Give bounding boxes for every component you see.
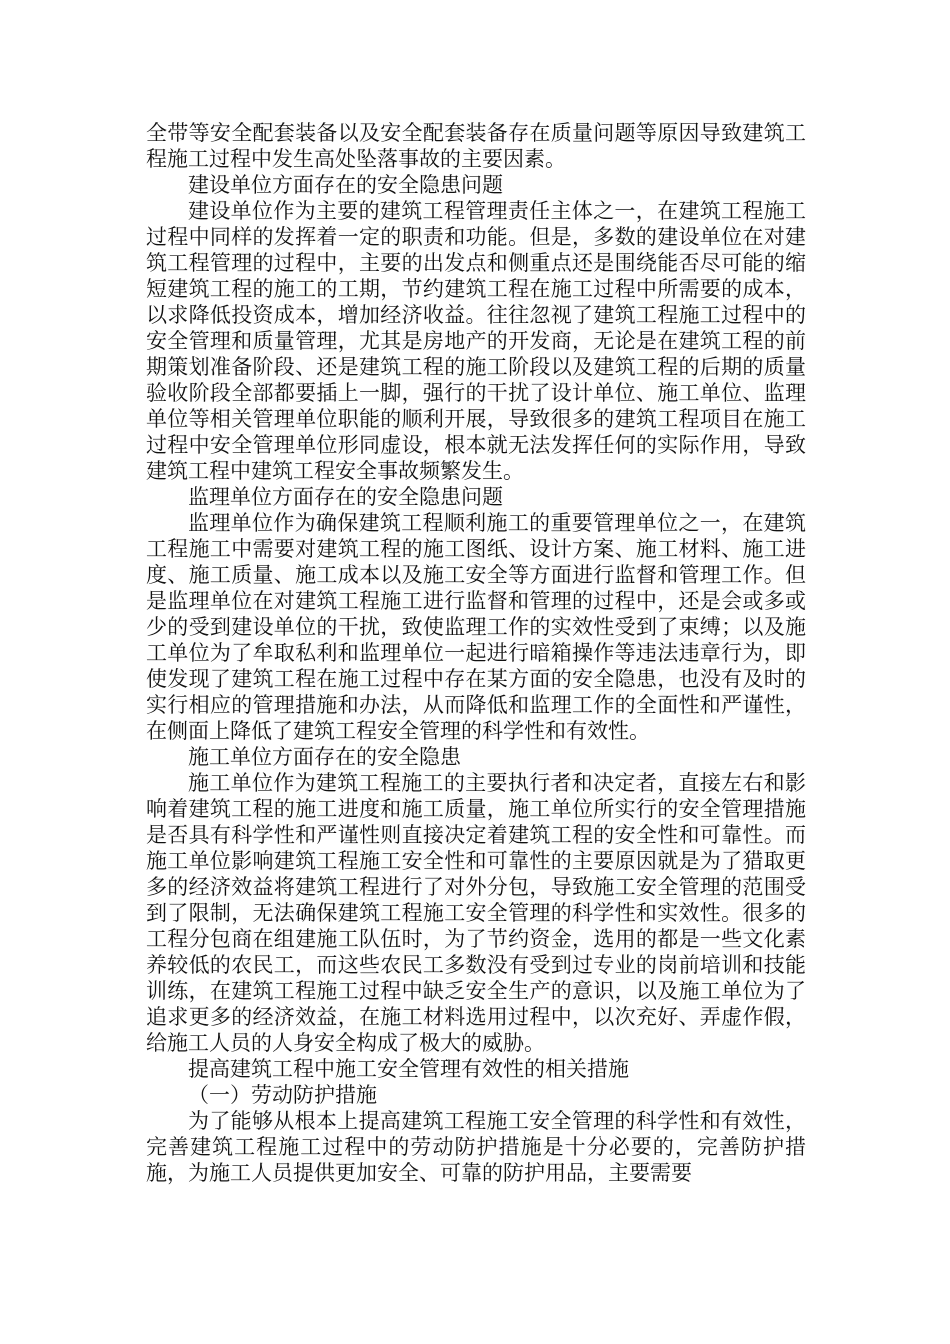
paragraph-continuation: 全带等安全配套装备以及安全配套装备存在质量问题等原因导致建筑工程施工过程中发生高处坠落事故的主要因素。 <box>146 121 806 171</box>
paragraph-labor-protection: 为了能够从根本上提高建筑工程施工安全管理的科学性和有效性，完善建筑工程施工过程中的劳动防护措施是十分必要的，完善防护措施，为施工人员提供更加安全、可靠的防护用品，主要需要 <box>146 1109 806 1185</box>
document-page <box>146 120 806 1186</box>
paragraph-construction-unit: 建设单位作为主要的建筑工程管理责任主体之一，在建筑工程施工过程中同样的发挥着一定的职责和功能。但是，多数的建设单位在对建筑工程管理的过程中，主要的出发点和侧重点还是围绕能否尽可能的缩短建筑工程的施工的工期，节约建筑工程在施工过程中所需要的成本，以求降低投资成本，增加经济收益。往往忽视了建筑工程施工过程中的安全管理和质量管理，尤其是房地产的开发商，无论是在建筑工程的前期策划准备阶段、还是建筑工程的施工阶段以及建筑工程的后期的质量验收阶段全部都要插上一脚，强行的干扰了设计单位、施工单位、监理单位等相关管理单位职能的顺利开展，导致很多的建筑工程项目在施工过程中安全管理单位形同虚设，根本就无法发挥任何的实际作用，导致建筑工程中建筑工程安全事故频繁发生。 <box>146 199 806 483</box>
subsection-heading-labor-protection: （一）劳动防护措施 <box>188 1083 377 1107</box>
section-heading-measures: 提高建筑工程中施工安全管理有效性的相关措施 <box>188 1057 629 1081</box>
section-heading-construction-unit: 建设单位方面存在的安全隐患问题 <box>188 173 503 197</box>
paragraph-supervision-unit: 监理单位作为确保建筑工程顺利施工的重要管理单位之一，在建筑工程施工中需要对建筑工程的施工图纸、设计方案、施工材料、施工进度、施工质量、施工成本以及施工安全等方面进行监督和管理工作。但是监理单位在对建筑工程施工进行监督和管理的过程中，还是会或多或少的受到建设单位的干扰，致使监理工作的实效性受到了束缚；以及施工单位为了牟取私利和监理单位一起进行暗箱操作等违法违章行为，即使发现了建筑工程在施工过程中存在某方面的安全隐患，也没有及时的实行相应的管理措施和办法，从而降低和监理工作的全面性和严谨性，在侧面上降低了建筑工程安全管理的科学性和有效性。 <box>146 511 806 743</box>
paragraph-contractor-unit: 施工单位作为建筑工程施工的主要执行者和决定者，直接左右和影响着建筑工程的施工进度和施工质量，施工单位所实行的安全管理措施是否具有科学性和严谨性则直接决定着建筑工程的安全性和可靠性。而施工单位影响建筑工程施工安全性和可靠性的主要原因就是为了猎取更多的经济效益将建筑工程进行了对外分包，导致施工安全管理的范围受到了限制，无法确保建筑工程施工安全管理的科学性和实效性。很多的工程分包商在组建施工队伍时，为了节约资金，选用的都是一些文化素养较低的农民工，而这些农民工多数没有受到过专业的岗前培训和技能训练，在建筑工程施工过程中缺乏安全生产的意识，以及施工单位为了追求更多的经济效益，在施工材料选用过程中，以次充好、弄虚作假，给施工人员的人身安全构成了极大的威胁。 <box>146 771 806 1055</box>
section-heading-contractor-unit: 施工单位方面存在的安全隐患 <box>188 745 461 769</box>
section-heading-supervision-unit: 监理单位方面存在的安全隐患问题 <box>188 485 503 509</box>
